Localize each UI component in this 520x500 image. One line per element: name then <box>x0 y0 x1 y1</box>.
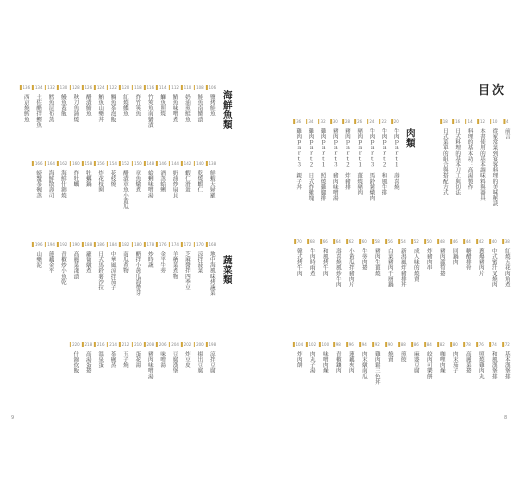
page-number-marker: 46 <box>450 239 458 244</box>
page-number-marker: 214 <box>107 342 117 347</box>
toc-entry-title: 鹽烤鮭魚 <box>208 94 215 117</box>
toc-entry-title: 醋拌小黃瓜海帶芽 <box>134 251 141 296</box>
toc-entry-title: 鰤魚照燒 <box>159 94 166 117</box>
page-number-marker: 152 <box>119 161 129 166</box>
toc-entry-title: 山藥泥 <box>35 251 42 268</box>
toc-entry-title: 什錦炊飯 <box>72 351 79 374</box>
toc-entry-title: 蓮藕夾肉 <box>347 351 354 374</box>
toc-entry-title: 從家常菜到宴客料理的美味秘訣 <box>491 128 498 207</box>
toc-entry-title: 基本漢堡排 <box>503 351 510 379</box>
page-number-marker: 132 <box>45 85 55 90</box>
toc-entry-title: 味噌肉燥 <box>321 351 328 374</box>
page-number-marker: 144 <box>169 161 179 166</box>
toc-entry-title: 海鮮散壽司 <box>47 170 54 198</box>
page-number-marker: 70 <box>294 239 302 244</box>
page-number-marker: 40 <box>489 239 497 244</box>
toc-entry-title: 蓮藕金平 <box>47 251 54 274</box>
toc-entry-title: 紅燒鰈魚 <box>121 94 128 117</box>
page-number-marker: 166 <box>32 161 42 166</box>
toc-title: 目次 <box>478 83 507 97</box>
page-number-marker: 102 <box>306 342 316 347</box>
page-number-marker: 164 <box>45 161 55 166</box>
page-number-marker: 100 <box>319 342 329 347</box>
toc-entry-title: 鱈魚昆布蒸 <box>47 94 54 122</box>
page-number-marker: 212 <box>119 342 129 347</box>
toc-entry-title: 蛋花湯 <box>134 351 141 368</box>
toc-entry-title: 鯛魚茶泡飯 <box>109 94 116 122</box>
page-number-marker: 120 <box>119 85 129 90</box>
page-number-marker: 158 <box>82 161 92 166</box>
page-number-marker: 62 <box>346 239 354 244</box>
toc-entry-title: 酒蒸蛤蜊 <box>159 170 166 193</box>
page-number-marker: 96 <box>346 342 354 347</box>
toc-entry-title: 地中海風味烤蔬菜 <box>208 251 215 296</box>
toc-entry-title: 豬肉味噌湯 <box>146 351 153 379</box>
page-number-marker: 104 <box>293 342 303 347</box>
page-number-marker: 16 <box>453 119 461 124</box>
toc-entry-title: 涼拌菠菜 <box>196 251 203 274</box>
page-number-marker: 202 <box>181 342 191 347</box>
toc-entry-title: 涼拌豆腐 <box>208 351 215 374</box>
toc-entry-title: 炸肉餅 <box>295 351 302 368</box>
toc-entry-title: 豬肉生薑燒 <box>373 248 380 276</box>
page-number-marker: 174 <box>169 242 179 247</box>
toc-entry-title: 螃蟹茶碗蒸 <box>35 170 42 198</box>
page-number-marker: 12 <box>477 119 485 124</box>
page-number-marker: 72 <box>502 342 510 347</box>
toc-entry-title: 青椒鑲肉 <box>334 351 341 374</box>
page-number-marker: 84 <box>424 342 432 347</box>
toc-entry-title: 炸豆皮 <box>183 351 190 368</box>
page-number-marker: 198 <box>206 342 216 347</box>
page-number-marker: 44 <box>463 239 471 244</box>
toc-entry-title: 溫泉蛋 <box>97 351 104 368</box>
right-page <box>260 0 520 500</box>
toc-entry-title: 高麗菜淺漬 <box>72 251 79 279</box>
page-number-marker: 88 <box>398 342 406 347</box>
page-number-marker: 180 <box>131 242 141 247</box>
toc-entry-title: 雞肉ｐａｒｔ２ 日式炸雞塊 <box>307 128 314 201</box>
toc-entry-title: 煎餃 <box>399 351 406 363</box>
page-number-marker: 208 <box>144 342 154 347</box>
page-number-marker: 26 <box>355 119 363 124</box>
page-number-marker: 10 <box>490 119 498 124</box>
page-number-marker: 30 <box>330 119 338 124</box>
toc-entry-title: 中華風涼拌茄子 <box>109 251 116 291</box>
page-number-marker: 176 <box>156 242 166 247</box>
page-number-marker: 162 <box>57 161 67 166</box>
page-number: 8 <box>504 415 508 421</box>
toc-entry-title: 炒時蔬 <box>146 251 153 268</box>
page-number-marker: 116 <box>144 85 154 90</box>
toc-entry-title: 本書使用的基本調味料與器具 <box>478 128 485 201</box>
page-number-marker: 20 <box>391 119 399 124</box>
toc-entry-title: 鯖魚味噌煮 <box>171 94 178 122</box>
page-number-marker: 188 <box>82 242 92 247</box>
page-number-marker: 196 <box>32 242 42 247</box>
page-number-marker: 114 <box>156 85 166 90</box>
toc-entry-title: 日式料理的基本刀工與切法 <box>454 128 461 196</box>
page-number-marker: 38 <box>502 239 510 244</box>
toc-entry-title: 玉子燒 <box>121 351 128 368</box>
page-number-marker: 118 <box>131 85 141 90</box>
page-number-marker: 134 <box>32 85 42 90</box>
toc-entry-title: 南瓜煮物 <box>121 251 128 274</box>
toc-entry-title: 炸竹筴魚 <box>134 94 141 117</box>
page-number-marker: 92 <box>372 342 380 347</box>
toc-entry-title: 雞肉ｐａｒｔ１ 照燒雞腿排 <box>319 128 326 201</box>
page-number-marker: 22 <box>379 119 387 124</box>
toc-entry-title: 絞肉可樂餅 <box>425 351 432 379</box>
page-number-marker: 194 <box>45 242 55 247</box>
toc-entry-title: 咖哩肉燥 <box>438 351 445 374</box>
page-number-marker: 68 <box>307 239 315 244</box>
toc-entry-title: 豬肉蘆筍捲 <box>438 248 445 276</box>
toc-entry-title: 奶油煎鮭魚 <box>183 94 190 122</box>
toc-entry-title: 雞肉ｐａｒｔ３ 親子丼 <box>295 128 302 190</box>
toc-entry-title: 金平牛蒡 <box>159 251 166 274</box>
page-number-marker: 140 <box>193 161 203 166</box>
toc-entry-title: 鰻魚蓋飯 <box>59 94 66 117</box>
toc-entry-title: 牛肉ｐａｒｔ３ 馬鈴薯燉肉 <box>368 128 375 201</box>
page-number-marker: 172 <box>181 242 191 247</box>
page-number-marker: 216 <box>94 342 104 347</box>
page-number-marker: 28 <box>342 119 350 124</box>
page-number-marker: 64 <box>333 239 341 244</box>
page-number-marker: 218 <box>82 342 92 347</box>
page-number-marker: 130 <box>57 85 67 90</box>
section-heading: 海鮮魚類 <box>220 90 232 130</box>
toc-entry-title: 乾燒蝦仁 <box>196 170 203 193</box>
toc-entry-title: 牡蠣鍋 <box>84 170 91 187</box>
page-number-marker: 14 <box>465 119 473 124</box>
toc-entry-title: 壽喜燒風炒牛肉 <box>334 248 341 288</box>
page-number-marker: 138 <box>206 161 216 166</box>
toc-entry-title: 鮪魚山藥丼 <box>97 94 104 122</box>
toc-entry-title: 燒賣 <box>386 351 393 363</box>
page-number-marker: 182 <box>119 242 129 247</box>
page-number-marker: 58 <box>372 239 380 244</box>
page-number-marker: 186 <box>94 242 104 247</box>
toc-entry-title: 牛肉ｐａｒｔ２ 和風牛排 <box>380 128 387 196</box>
toc-entry-title: 鮭魚南蠻漬 <box>196 94 203 122</box>
page-number-marker: 82 <box>437 342 445 347</box>
toc-entry-title: 海鮮什錦燒 <box>59 170 66 198</box>
page-number-marker: 154 <box>107 161 117 166</box>
toc-entry-title: 西京燒鱈魚 <box>22 94 29 122</box>
page-number-marker: 124 <box>94 85 104 90</box>
toc-entry-title: 牛肉ｐａｒｔ１ 壽喜燒 <box>392 128 399 190</box>
toc-entry-title: 成人味的燒賣 <box>412 248 419 282</box>
page-number-marker: 52 <box>411 239 419 244</box>
toc-entry-title: 新潟風炸豬排丼 <box>399 248 406 288</box>
page-number-marker: 112 <box>169 85 179 90</box>
toc-entry-title: 白菜豬肉千層鍋 <box>386 248 393 288</box>
page-number-marker: 168 <box>206 242 216 247</box>
page-number-marker: 74 <box>489 342 497 347</box>
toc-entry-title: 韓式烤牛肉 <box>295 248 302 276</box>
page-number-marker: 42 <box>476 239 484 244</box>
toc-entry-title: 秋刀魚蒲燒 <box>72 94 79 122</box>
toc-entry-title: 土佐醋拌鰹魚 <box>35 94 42 128</box>
page-number-marker: 192 <box>57 242 67 247</box>
page-number-marker: 142 <box>181 161 191 166</box>
toc-entry-title: 肉丸子湯 <box>308 351 315 374</box>
page-number-marker: 34 <box>306 119 314 124</box>
toc-entry-title: 青椒炒小魚乾 <box>59 251 66 285</box>
toc-entry-title: 奶油炒扇貝 <box>171 170 178 198</box>
toc-entry-title: 茶碗蒸 <box>109 351 116 368</box>
toc-entry-title: 回鍋肉 <box>451 248 458 265</box>
toc-entry-title: 牛肉時雨煮 <box>308 248 315 276</box>
page-number-marker: 80 <box>450 342 458 347</box>
page-number-marker: 136 <box>20 85 30 90</box>
page-number-marker: 86 <box>411 342 419 347</box>
toc-entry-title: 小黃瓜拌豬肉片 <box>347 248 354 288</box>
toc-entry-title: 味噌湯 <box>159 351 166 368</box>
toc-entry-title: 麻婆豆腐 <box>412 351 419 374</box>
page-number-marker: 66 <box>320 239 328 244</box>
page-number-marker: 126 <box>82 85 92 90</box>
toc-entry-title: 和風烤牛肉 <box>321 248 328 276</box>
page-number-marker: 18 <box>440 119 448 124</box>
page-number-marker: 204 <box>169 342 179 347</box>
toc-entry-title: 醋漬章魚小黃瓜 <box>121 170 128 210</box>
page-number-marker: 36 <box>294 119 302 124</box>
page-number-marker: 106 <box>206 85 216 90</box>
page-number-marker: 56 <box>385 239 393 244</box>
page-number-marker: 24 <box>367 119 375 124</box>
toc-entry-title: 豬肉ｐａｒｔ１ 薑燒豬肉 <box>356 128 363 196</box>
toc-entry-title: 蘿蔔燉煮 <box>84 251 91 274</box>
toc-entry-title: 花枝燒 <box>109 170 116 187</box>
toc-entry-title: 紅燒五花肉角煮 <box>503 248 510 288</box>
page-number-marker: 108 <box>193 85 203 90</box>
toc-entry-title: 高麗菜捲 <box>464 351 471 374</box>
toc-entry-title: 豬肉ｐａｒｔ３ 豬肉味噌湯 <box>331 128 338 201</box>
page-number-marker: 76 <box>476 342 484 347</box>
page-number-marker: 190 <box>69 242 79 247</box>
section-heading: 蔬菜類 <box>220 255 232 285</box>
page-number-marker: 146 <box>156 161 166 166</box>
toc-entry-title: 料理的基本功：高湯製作 <box>466 128 473 190</box>
page-number-marker: 200 <box>193 342 203 347</box>
toc-entry-title: 蔥爆豬肉片 <box>477 248 484 276</box>
toc-entry-title: 糖醋排骨 <box>464 248 471 271</box>
toc-entry-title: 日式馬鈴薯沙拉 <box>97 251 104 291</box>
page-number-marker: 184 <box>107 242 117 247</box>
toc-entry-title: 竹筴魚南蠻漬 <box>146 94 153 128</box>
page-number-marker: 94 <box>359 342 367 347</box>
toc-entry-title: 章魚燉煮 <box>134 170 141 193</box>
page-number: 9 <box>11 415 15 421</box>
page-number-marker: 170 <box>193 242 203 247</box>
toc-entry-title: 醋漬鯖魚 <box>84 94 91 117</box>
page-number-marker: 210 <box>131 342 141 347</box>
toc-entry-title: 雞肉鬆三色丼 <box>373 351 380 385</box>
page-number-marker: 128 <box>69 85 79 90</box>
toc-entry-title: 芝麻醬拌四季豆 <box>183 251 190 291</box>
toc-entry-title: 前言 <box>503 128 510 140</box>
toc-entry-title: 肉末茄子 <box>451 351 458 374</box>
toc-entry-title: 炸豬肉串 <box>425 248 432 271</box>
toc-entry-title: 蝦仁滑蛋 <box>183 170 190 193</box>
toc-entry-title: 鮮蝦天婦羅 <box>208 170 215 198</box>
page-number-marker: 148 <box>144 161 154 166</box>
page-number-marker: 110 <box>181 85 191 90</box>
toc-entry-title: 中式蜜汁叉燒肉 <box>490 248 497 288</box>
toc-entry-title: 高湯蛋捲 <box>84 351 91 374</box>
toc-entry-title: 炸牡蠣 <box>72 170 79 187</box>
page-number-marker: 60 <box>359 239 367 244</box>
toc-entry-title: 豬肉ｐａｒｔ２ 炸豬排 <box>343 128 350 190</box>
page-number-marker: 150 <box>131 161 141 166</box>
page-number-marker: 156 <box>94 161 104 166</box>
page-number-marker: 98 <box>333 342 341 347</box>
toc-entry-title: 炸花枝圈 <box>97 170 104 193</box>
page-number-marker: 220 <box>69 342 79 347</box>
toc-entry-title: 肉末燉南瓜 <box>360 351 367 379</box>
page-number-marker: 48 <box>437 239 445 244</box>
page-number-marker: 160 <box>69 161 79 166</box>
toc-entry-title: 照燒雞肉丸 <box>477 351 484 379</box>
page-number-marker: 122 <box>107 85 117 90</box>
page-number-marker: 206 <box>156 342 166 347</box>
toc-entry-title: 羊栖菜煮物 <box>171 251 178 279</box>
toc-entry-title: 和風漢堡排 <box>490 351 497 379</box>
page-number-marker: 78 <box>463 342 471 347</box>
page-number-marker: 90 <box>385 342 393 347</box>
section-heading: 肉類 <box>403 128 415 148</box>
page-number-marker: 4 <box>503 119 508 124</box>
toc-entry-title: 日式菜單的組合與搭配方式 <box>441 128 448 196</box>
toc-entry-title: 豆腐漢堡 <box>171 351 178 374</box>
page-number-marker: 54 <box>398 239 406 244</box>
toc-entry-title: 蛤蜊味噌湯 <box>146 170 153 198</box>
toc-entry-title: 揚出豆腐 <box>196 351 203 374</box>
toc-entry-title: 牛蒡肉捲 <box>360 248 367 271</box>
page-number-marker: 32 <box>318 119 326 124</box>
page-number-marker: 50 <box>424 239 432 244</box>
page-number-marker: 178 <box>144 242 154 247</box>
